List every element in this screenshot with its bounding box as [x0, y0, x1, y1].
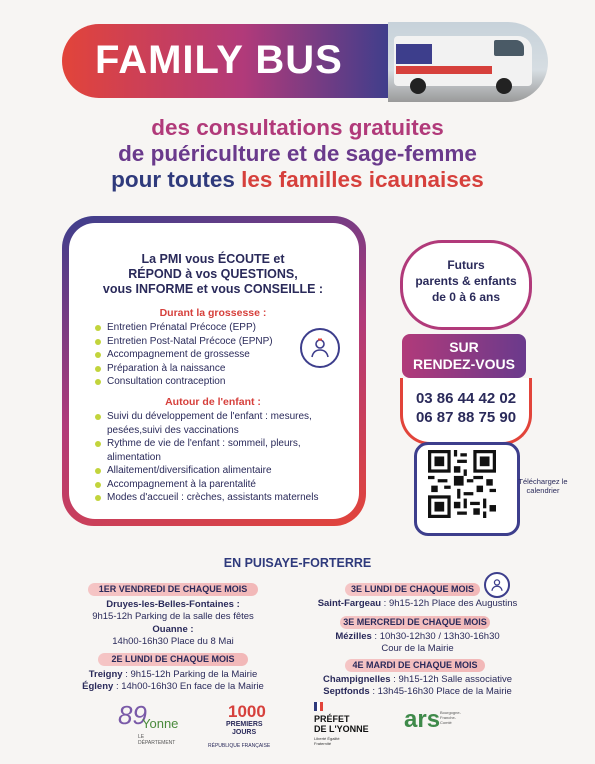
location-line [58, 669, 288, 681]
day-heading: 3E LUNDI DE CHAQUE MOIS [345, 583, 480, 596]
region-title: EN PUISAYE-FORTERRE [223, 556, 372, 570]
republique-label: RÉPUBLIQUE FRANÇAISE [208, 743, 271, 749]
day-heading: 4E MARDI DE CHAQUE MOIS [345, 659, 485, 672]
subtitle-line-3-highlight: les familles icaunaises [241, 167, 484, 192]
location-line [58, 599, 288, 611]
location-detail: Cour de la Mairie [381, 643, 454, 654]
location-detail: : 9h15-12h Salle associative [390, 674, 513, 685]
location-name: Ouanne : [152, 624, 194, 635]
bus-stripe [396, 66, 492, 74]
ars-label: ars [404, 706, 441, 733]
phone-number-1[interactable]: 03 86 44 42 02 [415, 390, 517, 407]
location-detail: : 10h30-12h30 / 13h30-16h30 [371, 631, 500, 642]
premiers-word: PREMIERS [226, 721, 263, 728]
prefet-yonne-label: DE L'YONNE [314, 724, 369, 734]
page-title: FAMILY BUS [95, 38, 343, 82]
bus-wheel-front [496, 78, 512, 94]
appointment-line-2: RENDEZ-VOUS [413, 356, 515, 372]
section-pregnancy-title: Durant la grossesse : [159, 307, 267, 319]
list-item: Entretien Prénatal Précoce (EPP) [95, 321, 295, 335]
location-line [300, 631, 535, 643]
bus-wheel-rear [410, 78, 426, 94]
location-line [300, 643, 535, 655]
location-name: Treigny [88, 669, 123, 680]
location-line [58, 636, 288, 648]
list-item: Préparation à la naissance [95, 362, 295, 376]
location-name: Mézilles [335, 631, 372, 642]
location-line [58, 624, 288, 636]
child-list [95, 410, 345, 505]
list-item: Allaitement/diversification alimentaire [95, 464, 345, 478]
list-item: Rythme de vie de l'enfant : sommeil, pleurs, alimentation [95, 437, 345, 464]
baby-icon [484, 572, 510, 598]
location-detail: 9h15-12h Parking de la salle des fêtes [92, 611, 254, 622]
day-heading: 3E MERCREDI DE CHAQUE MOIS [340, 616, 490, 629]
subtitle-line-2: de puériculture et de sage-femme [118, 141, 477, 166]
location-name: Champignelles [322, 674, 391, 685]
yonne-tag: LE DÉPARTEMENT [138, 734, 176, 746]
phone-number-2[interactable]: 06 87 88 75 90 [415, 409, 517, 426]
nurse-icon [300, 328, 340, 368]
list-item: Modes d'accueil : crèches, assistants maternels [95, 491, 345, 505]
intro-line-1: La PMI vous ÉCOUTE et [141, 252, 285, 266]
audience-line-3: de 0 à 6 ans [431, 290, 501, 304]
subtitle-line-3 [0, 167, 595, 193]
bus-decal [396, 44, 432, 64]
yonne-name: Yonne [142, 716, 179, 731]
prefet-motto: Liberté Égalité Fraternité [314, 736, 340, 746]
flag-icon [314, 702, 323, 711]
location-detail: 14h00-16h30 Place du 8 Mai [112, 636, 234, 647]
day-heading: 1ER VENDREDI DE CHAQUE MOIS [88, 583, 258, 596]
bus-photo [388, 22, 548, 102]
premiers-number: 1000 [228, 702, 266, 721]
location-line [300, 686, 535, 698]
bus-windshield [494, 40, 524, 56]
location-line [58, 681, 288, 693]
list-item: Accompagnement de grossesse [95, 348, 295, 362]
location-line [300, 674, 535, 686]
section-child-title: Autour de l'enfant : [165, 396, 261, 408]
location-name: Septfonds [323, 686, 370, 697]
location-detail: : 14h00-16h30 En face de la Mairie [113, 681, 264, 692]
location-detail: : 13h45-16h30 Place de la Mairie [369, 686, 512, 697]
pregnancy-list [95, 321, 295, 389]
yonne-logo [112, 700, 182, 746]
location-name: Saint-Fargeau [317, 598, 382, 609]
location-detail: : 9h15-12h Place des Augustins [381, 598, 518, 609]
list-item: Accompagnement à la parentalité [95, 478, 345, 492]
subtitle-line-1: des consultations gratuites [151, 115, 444, 140]
premiers-jours-logo [208, 702, 278, 750]
baby-glyph [490, 578, 504, 592]
location-detail: : 9h15-12h Parking de la Mairie [122, 669, 258, 680]
intro-line-2: RÉPOND à vos QUESTIONS, [128, 267, 298, 281]
ars-region: Bourgogne-Franche-Comté [440, 710, 461, 725]
location-line [58, 611, 288, 623]
day-heading: 2E LUNDI DE CHAQUE MOIS [98, 653, 248, 666]
location-name: Druyes-les-Belles-Fontaines : [106, 599, 240, 610]
prefet-label: PRÉFET [314, 714, 350, 724]
qr-download-note: Téléchargez le calendrier [518, 477, 568, 495]
subtitle-line-3-part1: pour toutes [111, 167, 242, 192]
jours-word: JOURS [232, 729, 257, 736]
ars-logo [404, 706, 464, 742]
qr-code[interactable] [428, 450, 496, 518]
list-item: Entretien Post-Natal Précoce (EPNP) [95, 335, 295, 349]
audience-line-1: Futurs [447, 258, 485, 272]
intro-line-3: vous INFORME et vous CONSEILLE : [102, 282, 324, 296]
prefet-yonne-logo [312, 702, 376, 752]
yonne-number: 89 [118, 700, 147, 730]
nurse-glyph [309, 337, 331, 359]
appointment-line-1: SUR [449, 339, 479, 355]
location-name: Égleny [82, 681, 114, 692]
list-item: Consultation contraception [95, 375, 295, 389]
location-line [300, 598, 535, 610]
list-item: Suivi du développement de l'enfant : mesures, pesées,suivi des vaccinations [95, 410, 345, 437]
audience-line-2: parents & enfants [415, 274, 517, 288]
